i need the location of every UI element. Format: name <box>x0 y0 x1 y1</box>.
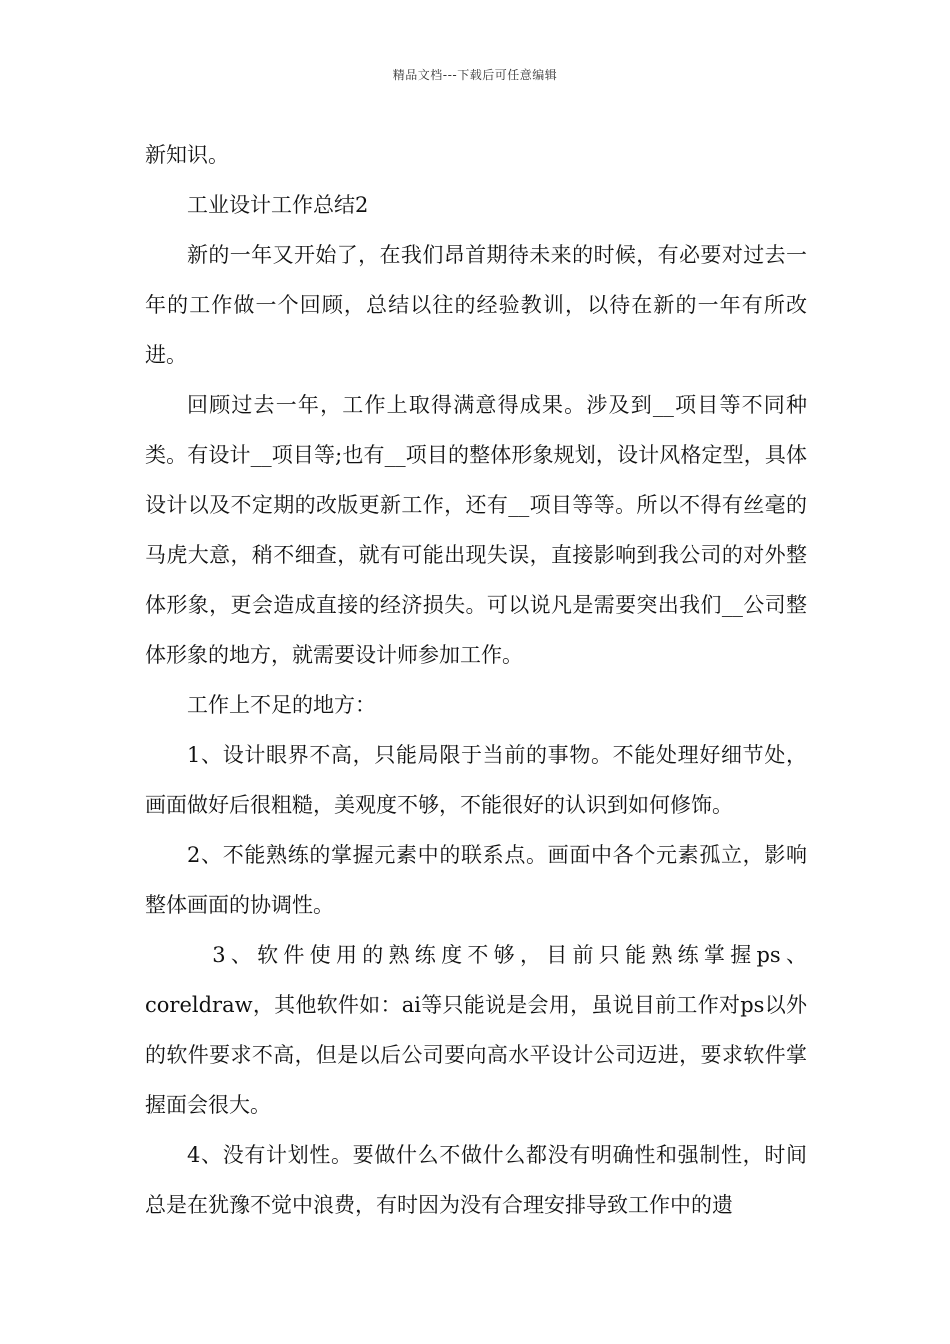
document-body <box>145 130 807 1230</box>
list-item-4: 4、没有计划性。要做什么不做什么都没有明确性和强制性，时间总是在犹豫不觉中浪费，有时因为没有合理安排导致工作中的遗 <box>145 1143 807 1217</box>
paragraph-intro: 新的一年又开始了，在我们昂首期待未来的时候，有必要对过去一年的工作做一个回顾，总结以往的经验教训，以待在新的一年有所改进。 <box>145 243 807 367</box>
list-item-1: 1、设计眼界不高，只能局限于当前的事物。不能处理好细节处，画面做好后很粗糙，美观度不够，不能很好的认识到如何修饰。 <box>145 743 807 817</box>
list-item-3: 3、软件使用的熟练度不够，目前只能熟练掌握ps、coreldraw，其他软件如：ai等只能说是会用，虽说目前工作对ps以外的软件要求不高，但是以后公司要向高水平设计公司迈进，要求软件掌握面会很大。 <box>145 943 807 1117</box>
section-title: 工业设计工作总结2 <box>187 193 369 217</box>
page-header: 精品文档---下载后可任意编辑 <box>392 68 558 82</box>
paragraph-shortcomings-heading: 工作上不足的地方： <box>187 693 376 717</box>
list-item-2: 2、不能熟练的掌握元素中的联系点。画面中各个元素孤立，影响整体画面的协调性。 <box>145 843 807 917</box>
paragraph-1: 新知识。 <box>145 143 229 167</box>
paragraph-review: 回顾过去一年，工作上取得满意得成果。涉及到__项目等不同种类。有设计__项目等;也有__项目的整体形象规划，设计风格定型，具体设计以及不定期的改版更新工作，还有__项目等等。所以不得有丝毫的马虎大意，稍不细查，就有可能出现失误，直接影响到我公司的对外整体形象，更会造成直接的经济损失。可以说凡是需要突出我们__公司整体形象的地方，就需要设计师参加工作。 <box>145 393 807 667</box>
